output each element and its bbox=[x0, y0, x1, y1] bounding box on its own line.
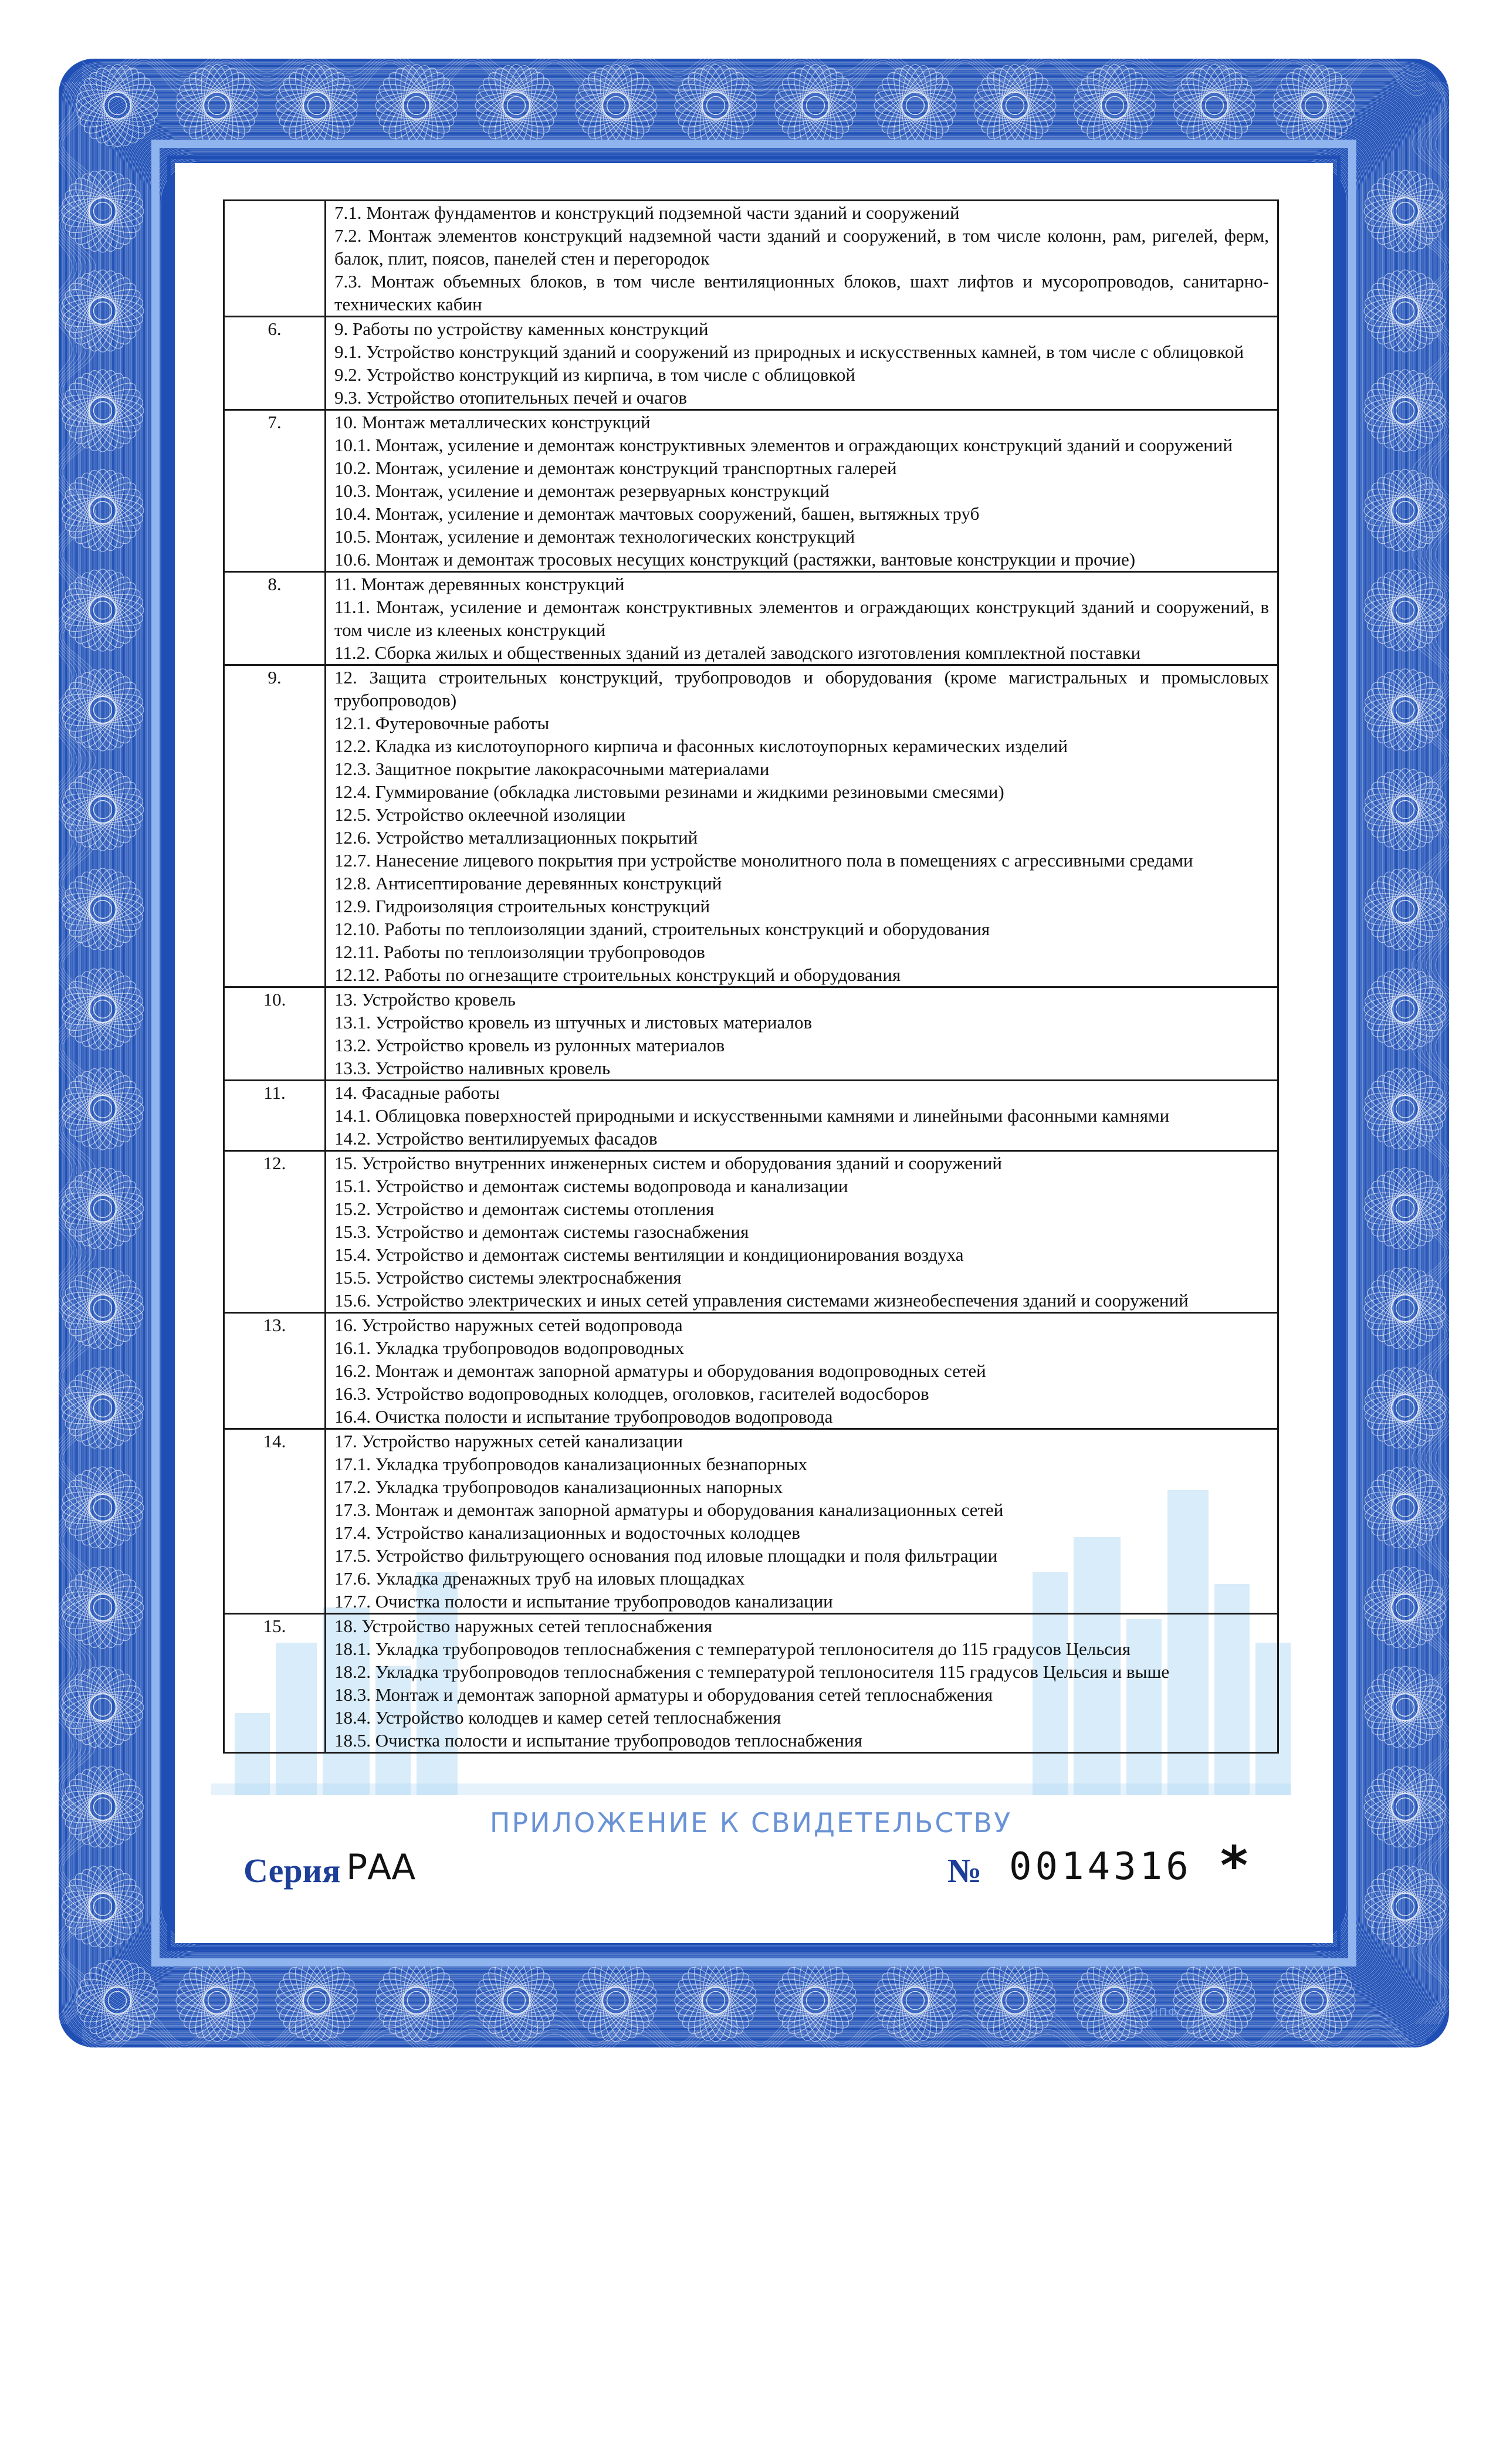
inner-panel bbox=[176, 164, 1326, 1913]
work-item: 15.2. Устройство и демонтаж системы отопления bbox=[334, 1199, 715, 1219]
row-content bbox=[326, 201, 1278, 317]
work-item: 10. Монтаж металлических конструкций bbox=[334, 412, 651, 432]
work-item: 12.3. Защитное покрытие лакокрасочными материалами bbox=[334, 759, 770, 779]
work-item: 11.1. Монтаж, усиление и демонтаж конструктивных элементов и ограждающих конструкций зданий и сооружений, в том числе из клееных конструкций bbox=[334, 597, 1269, 640]
work-item: 7.3. Монтаж объемных блоков, в том числе вентиляционных блоков, шахт лифтов и мусоропроводов, санитарно-технических кабин bbox=[334, 271, 1269, 314]
work-item: 12.10. Работы по теплоизоляции зданий, строительных конструкций и оборудования bbox=[334, 919, 990, 939]
work-item: 18.2. Укладка трубопроводов теплоснабжения с температурой теплоносителя 115 градусов Цельсия и выше bbox=[334, 1661, 1170, 1682]
row-content bbox=[326, 1429, 1278, 1614]
work-item: 17. Устройство наружных сетей канализации bbox=[334, 1431, 683, 1451]
number-sign: № bbox=[947, 1852, 982, 1890]
work-item: 14.1. Облицовка поверхностей природными и искусственными камнями и линейными фасонными камнями bbox=[334, 1105, 1170, 1126]
work-item: 9.2. Устройство конструкций из кирпича, в том числе с облицовкой bbox=[334, 364, 856, 385]
table-row bbox=[224, 1313, 1278, 1429]
work-item: 15.6. Устройство электрических и иных сетей управления системами жизнеобеспечения зданий и сооружений bbox=[334, 1290, 1189, 1311]
work-item: 17.5. Устройство фильтрующего основания под иловые площадки и поля фильтрации bbox=[334, 1545, 998, 1566]
certificate-sheet bbox=[35, 35, 1473, 2071]
series-label: Серия bbox=[243, 1852, 341, 1890]
work-item: 12.12. Работы по огнезащите строительных конструкций и оборудования bbox=[334, 964, 901, 985]
work-item: 16.3. Устройство водопроводных колодцев, оголовков, гасителей водосборов bbox=[334, 1383, 929, 1404]
appendix-caption: ПРИЛОЖЕНИЕ К СВИДЕТЕЛЬСТВУ bbox=[489, 1807, 1013, 1839]
work-item: 10.1. Монтаж, усиление и демонтаж конструктивных элементов и ограждающих конструкций зданий и сооружений bbox=[334, 435, 1233, 455]
work-item: 17.6. Укладка дренажных труб на иловых площадках bbox=[334, 1568, 745, 1589]
row-number: 8. bbox=[224, 572, 326, 665]
work-item: 9.3. Устройство отопительных печей и очагов bbox=[334, 387, 687, 408]
certificate-number: 0014316 bbox=[1009, 1845, 1192, 1888]
work-item: 12. Защита строительных конструкций, трубопроводов и оборудования (кроме магистральных и промысловых трубопроводов) bbox=[334, 667, 1269, 710]
work-item: 18.3. Монтаж и демонтаж запорной арматуры и оборудования сетей теплоснабжения bbox=[334, 1684, 993, 1705]
work-item: 15.3. Устройство и демонтаж системы газоснабжения bbox=[334, 1221, 749, 1242]
row-content bbox=[326, 317, 1278, 410]
work-item: 17.3. Монтаж и демонтаж запорной арматуры и оборудования канализационных сетей bbox=[334, 1500, 1004, 1520]
work-item: 12.2. Кладка из кислотоупорного кирпича и фасонных кислотоупорных керамических изделий bbox=[334, 736, 1068, 756]
work-item: 17.4. Устройство канализационных и водосточных колодцев bbox=[334, 1522, 800, 1543]
work-item: 16.1. Укладка трубопроводов водопроводных bbox=[334, 1338, 685, 1358]
work-item: 18.1. Укладка трубопроводов теплоснабжения с температурой теплоносителя до 115 градусов Цельсия bbox=[334, 1639, 1131, 1659]
work-item: 16.4. Очистка полости и испытание трубопроводов водопровода bbox=[334, 1406, 833, 1427]
row-content bbox=[326, 1614, 1278, 1753]
row-content bbox=[326, 1313, 1278, 1429]
table-row bbox=[224, 572, 1278, 665]
work-item: 10.4. Монтаж, усиление и демонтаж мачтовых сооружений, башен, вытяжных труб bbox=[334, 503, 980, 524]
work-item: 10.2. Монтаж, усиление и демонтаж конструкций транспортных галерей bbox=[334, 458, 897, 478]
row-content bbox=[326, 410, 1278, 572]
table-row bbox=[224, 1151, 1278, 1313]
table-row bbox=[224, 1429, 1278, 1614]
row-number: 14. bbox=[224, 1429, 326, 1614]
row-number: 9. bbox=[224, 665, 326, 987]
row-content bbox=[326, 1081, 1278, 1151]
row-number bbox=[224, 201, 326, 317]
work-item: 15. Устройство внутренних инженерных систем и оборудования зданий и сооружений bbox=[334, 1153, 1002, 1173]
series-value: РАА bbox=[346, 1847, 416, 1888]
table-row bbox=[224, 410, 1278, 572]
table-row bbox=[224, 317, 1278, 410]
work-item: 7.1. Монтаж фундаментов и конструкций подземной части зданий и сооружений bbox=[334, 202, 960, 223]
work-item: 12.4. Гуммирование (обкладка листовыми резинами и жидкими резиновыми смесями) bbox=[334, 781, 1004, 802]
row-content bbox=[326, 572, 1278, 665]
work-item: 16.2. Монтаж и демонтаж запорной арматуры и оборудования водопроводных сетей bbox=[334, 1360, 986, 1381]
work-item: 17.2. Укладка трубопроводов канализационных напорных bbox=[334, 1477, 783, 1497]
work-item: 10.5. Монтаж, усиление и демонтаж технологических конструкций bbox=[334, 526, 855, 547]
work-item: 12.7. Нанесение лицевого покрытия при устройстве монолитного пола в помещениях с агрессивными средами bbox=[334, 850, 1193, 871]
work-item: 12.11. Работы по теплоизоляции трубопроводов bbox=[334, 942, 705, 962]
table-row bbox=[224, 1614, 1278, 1753]
table-row bbox=[224, 201, 1278, 317]
work-item: 13.1. Устройство кровель из штучных и листовых материалов bbox=[334, 1012, 813, 1033]
work-item: 12.8. Антисептирование деревянных конструкций bbox=[334, 873, 722, 893]
printer-mark: НПФ bbox=[1150, 2006, 1179, 2019]
row-number: 15. bbox=[224, 1614, 326, 1753]
table-row bbox=[224, 1081, 1278, 1151]
work-item: 10.3. Монтаж, усиление и демонтаж резервуарных конструкций bbox=[334, 480, 830, 501]
work-item: 12.9. Гидроизоляция строительных конструкций bbox=[334, 896, 710, 916]
work-item: 12.5. Устройство оклеечной изоляции bbox=[334, 804, 626, 825]
work-item: 15.1. Устройство и демонтаж системы водопровода и канализации bbox=[334, 1176, 848, 1196]
work-item: 15.4. Устройство и демонтаж системы вентиляции и кондиционирования воздуха bbox=[334, 1244, 964, 1265]
work-item: 7.2. Монтаж элементов конструкций надземной части зданий и сооружений, в том числе колонн, рам, ригелей, ферм, балок, плит, поясов, панелей стен и перегородок bbox=[334, 225, 1269, 269]
asterisk-mark: * bbox=[1220, 1835, 1248, 1897]
row-number: 10. bbox=[224, 987, 326, 1081]
work-item: 12.1. Футеровочные работы bbox=[334, 713, 550, 733]
row-content bbox=[326, 987, 1278, 1081]
row-number: 12. bbox=[224, 1151, 326, 1313]
work-item: 13.3. Устройство наливных кровель bbox=[334, 1058, 611, 1078]
work-item: 11. Монтаж деревянных конструкций bbox=[334, 574, 625, 594]
work-item: 14. Фасадные работы bbox=[334, 1082, 500, 1103]
row-number: 6. bbox=[224, 317, 326, 410]
row-number: 11. bbox=[224, 1081, 326, 1151]
work-types-table bbox=[223, 199, 1279, 1754]
work-item: 10.6. Монтаж и демонтаж тросовых несущих конструкций (растяжки, вантовые конструкции и прочие) bbox=[334, 549, 1136, 570]
work-item: 18. Устройство наружных сетей теплоснабжения bbox=[334, 1616, 713, 1636]
work-item: 11.2. Сборка жилых и общественных зданий из деталей заводского изготовления комплектной поставки bbox=[334, 642, 1141, 663]
work-item: 14.2. Устройство вентилируемых фасадов bbox=[334, 1128, 658, 1149]
table-row bbox=[224, 987, 1278, 1081]
row-number: 7. bbox=[224, 410, 326, 572]
work-item: 17.1. Укладка трубопроводов канализационных безнапорных bbox=[334, 1454, 807, 1474]
row-content bbox=[326, 1151, 1278, 1313]
work-item: 9.1. Устройство конструкций зданий и сооружений из природных и искусственных камней, в том числе с облицовкой bbox=[334, 341, 1244, 362]
work-item: 18.4. Устройство колодцев и камер сетей теплоснабжения bbox=[334, 1707, 781, 1728]
row-content bbox=[326, 665, 1278, 987]
work-item: 13.2. Устройство кровель из рулонных материалов bbox=[334, 1035, 725, 1055]
table-row bbox=[224, 665, 1278, 987]
work-item: 17.7. Очистка полости и испытание трубопроводов канализации bbox=[334, 1591, 833, 1612]
table-body bbox=[224, 201, 1278, 1753]
work-item: 9. Работы по устройству каменных конструкций bbox=[334, 319, 709, 339]
work-item: 12.6. Устройство металлизационных покрытий bbox=[334, 827, 698, 848]
work-item: 18.5. Очистка полости и испытание трубопроводов теплоснабжения bbox=[334, 1730, 862, 1751]
work-item: 13. Устройство кровель bbox=[334, 989, 516, 1010]
work-item: 15.5. Устройство системы электроснабжения bbox=[334, 1267, 682, 1288]
row-number: 13. bbox=[224, 1313, 326, 1429]
work-item: 16. Устройство наружных сетей водопровода bbox=[334, 1315, 683, 1335]
